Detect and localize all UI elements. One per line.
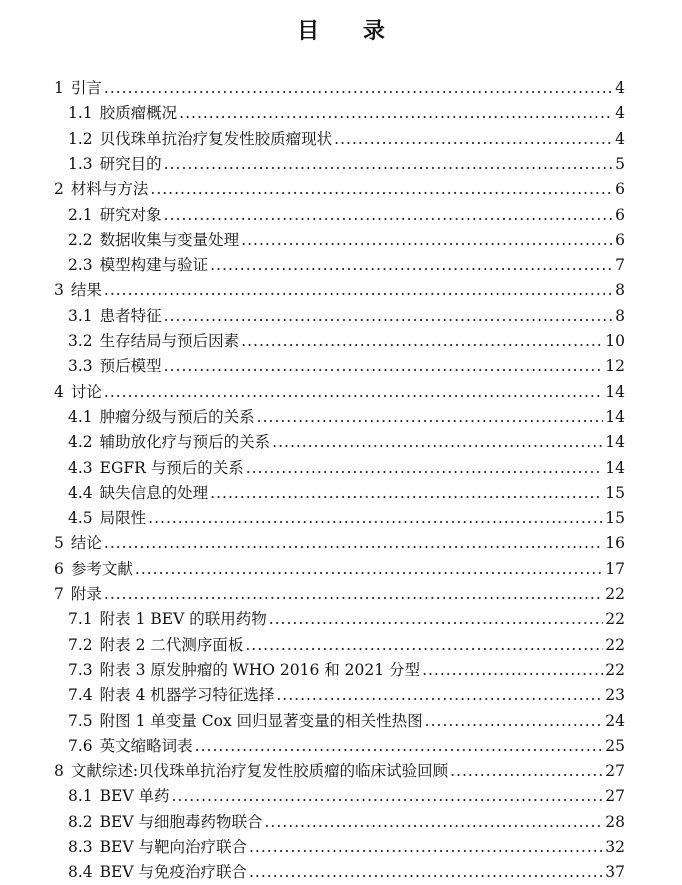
toc-entry-title: 附录 — [70, 585, 102, 603]
toc-entry[interactable] — [68, 304, 625, 329]
toc-entry-page: 15 — [605, 483, 625, 502]
toc-entry-page: 22 — [605, 585, 625, 603]
toc-entry-page: 17 — [605, 559, 625, 578]
toc-leader-dots — [210, 253, 613, 278]
toc-leader-dots — [272, 430, 603, 455]
toc-entry-number: 5 — [54, 534, 64, 553]
toc-entry-title: 附表 1 BEV 的联用药物 — [99, 610, 267, 629]
toc-entry-title: 贝伐珠单抗治疗复发性胶质瘤现状 — [99, 129, 333, 148]
toc-entry-page: 27 — [605, 787, 625, 806]
toc-leader-dots — [164, 304, 613, 329]
toc-leader-dots — [104, 278, 613, 303]
page-title: 目 录 — [297, 19, 403, 44]
toc-leader-dots — [104, 582, 603, 607]
toc-entry-number: 7.3 — [68, 660, 93, 679]
toc-entry-page: 14 — [605, 382, 625, 401]
toc-leader-dots — [257, 405, 604, 430]
toc-leader-dots — [150, 177, 613, 202]
toc-entry-number: 6 — [54, 559, 64, 578]
toc-entry[interactable] — [68, 835, 625, 860]
toc-entry-number: 7.4 — [68, 686, 93, 705]
toc-entry-page: 28 — [605, 812, 625, 831]
toc-entry-number: 7.1 — [68, 610, 93, 629]
toc-entry[interactable] — [68, 784, 625, 809]
toc-entry[interactable] — [68, 430, 625, 455]
toc-entry-number: 1.2 — [68, 129, 93, 148]
toc-leader-dots — [148, 506, 603, 531]
toc-entry-page: 15 — [605, 509, 625, 528]
toc-entry[interactable] — [68, 456, 625, 481]
toc-entry-page: 6 — [615, 180, 625, 199]
toc-entry-number: 4.2 — [68, 433, 93, 452]
toc-entry-title: 附表 3 原发肿瘤的 WHO 2016 和 2021 分型 — [99, 660, 421, 679]
toc-entry-page: 22 — [605, 660, 625, 679]
toc-entry-number: 3 — [54, 281, 64, 300]
toc-entry-number: 7.2 — [68, 635, 93, 654]
toc-entry-title: 缺失信息的处理 — [99, 483, 209, 502]
toc-entry[interactable] — [68, 101, 625, 126]
toc-entry-title: 附图 1 单变量 Cox 回归显著变量的相关性热图 — [99, 711, 423, 730]
toc-entry-title: 患者特征 — [99, 306, 162, 325]
toc-entry-page: 7 — [615, 256, 625, 275]
toc-entry[interactable] — [68, 354, 625, 379]
toc-entry-number: 3.1 — [68, 306, 93, 325]
toc-entry[interactable] — [68, 329, 625, 354]
toc-leader-dots — [164, 203, 613, 228]
toc-leader-dots — [104, 531, 603, 556]
toc-entry-page: 14 — [605, 407, 625, 426]
toc-entry-number: 2.1 — [68, 205, 93, 224]
toc-entry-title: 文献综述:贝伐珠单抗治疗复发性胶质瘤的临床试验回顾 — [70, 762, 449, 781]
toc-entry-number: 8.4 — [68, 863, 93, 882]
toc-entry[interactable] — [68, 203, 625, 228]
toc-entry[interactable] — [54, 380, 625, 405]
toc-entry[interactable] — [68, 683, 625, 708]
toc-entry-number: 2.3 — [68, 256, 93, 275]
toc-leader-dots — [276, 683, 603, 708]
toc-leader-dots — [135, 557, 603, 582]
toc-entry-number: 1 — [54, 79, 64, 97]
toc-entry-number: 4.1 — [68, 407, 93, 426]
toc-entry[interactable] — [68, 860, 625, 885]
toc-entry-title: BEV 与免疫治疗联合 — [99, 863, 247, 882]
toc-leader-dots — [164, 354, 604, 379]
toc-leader-dots — [245, 633, 603, 658]
toc-leader-dots — [241, 329, 603, 354]
toc-entry-title: 局限性 — [99, 509, 147, 528]
toc-leader-dots — [171, 784, 603, 809]
toc-entry-page: 12 — [605, 357, 625, 376]
toc-entry-page: 6 — [615, 230, 625, 249]
toc-entry-page: 14 — [605, 433, 625, 452]
toc-entry-number: 3.3 — [68, 357, 93, 376]
toc-entry-number: 3.2 — [68, 332, 93, 350]
toc-entry[interactable] — [68, 228, 625, 253]
toc-entry[interactable] — [68, 481, 625, 506]
toc-entry-number: 8.3 — [68, 838, 93, 856]
toc-entry-page: 4 — [615, 104, 625, 123]
toc-leader-dots — [249, 835, 603, 860]
toc-entry-number: 4 — [54, 382, 64, 401]
toc-entry[interactable] — [68, 127, 625, 152]
toc-entry-page: 24 — [605, 711, 625, 730]
toc-leader-dots — [104, 380, 603, 405]
toc-entry-page: 22 — [605, 610, 625, 629]
toc-entry-page: 16 — [605, 534, 625, 553]
toc-leader-dots — [264, 810, 603, 835]
toc-entry-page: 8 — [615, 306, 625, 325]
toc-entry-title: 结果 — [70, 281, 102, 300]
toc-entry-title: 数据收集与变量处理 — [99, 230, 240, 249]
toc-entry[interactable] — [54, 278, 625, 303]
toc-entry-title: BEV 单药 — [99, 787, 170, 806]
toc-entry-page: 27 — [605, 762, 625, 781]
toc-entry-title: BEV 与细胞毒药物联合 — [99, 812, 263, 831]
toc-entry-number: 7.6 — [68, 736, 93, 755]
toc-leader-dots — [179, 101, 613, 126]
toc-entry-page: 32 — [605, 838, 625, 856]
toc-entry[interactable] — [68, 810, 625, 835]
toc-entry-page: 23 — [605, 686, 625, 705]
toc-leader-dots — [450, 759, 603, 784]
toc-entry-number: 4.3 — [68, 458, 93, 477]
toc-entry-page: 4 — [615, 129, 625, 148]
toc-entry-page: 14 — [605, 458, 625, 477]
toc-entry[interactable] — [54, 557, 625, 582]
toc-entry-number: 4.5 — [68, 509, 93, 528]
toc-entry-title: 引言 — [70, 79, 102, 97]
toc-entry-number: 8.1 — [68, 787, 93, 806]
toc-leader-dots — [249, 860, 603, 885]
toc-entry-title: 预后模型 — [99, 357, 162, 376]
toc-entry-number: 1.1 — [68, 104, 93, 123]
toc-leader-dots — [104, 76, 613, 101]
toc-entry-title: BEV 与靶向治疗联合 — [99, 838, 247, 856]
toc-entry-title: 附表 4 机器学习特征选择 — [99, 686, 275, 705]
toc-entry-title: 材料与方法 — [70, 180, 149, 199]
toc-entry-title: 研究对象 — [99, 205, 162, 224]
toc-leader-dots — [241, 228, 613, 253]
toc-entry-number: 2.2 — [68, 230, 93, 249]
toc-entry[interactable] — [68, 734, 625, 759]
toc-entry-page: 5 — [615, 154, 625, 173]
toc-leader-dots — [422, 658, 603, 683]
toc-entry[interactable] — [68, 607, 625, 632]
toc-entry-page: 22 — [605, 635, 625, 654]
toc-entry-page: 37 — [605, 863, 625, 882]
toc-leader-dots — [210, 481, 603, 506]
toc-entry[interactable] — [68, 405, 625, 430]
toc-entry-title: 参考文献 — [70, 559, 133, 578]
toc-entry-page: 6 — [615, 205, 625, 224]
toc-entry-title: EGFR 与预后的关系 — [99, 458, 244, 477]
toc-leader-dots — [425, 709, 604, 734]
toc-entry[interactable] — [54, 531, 625, 556]
toc-entry[interactable] — [54, 76, 625, 101]
toc-entry-title: 研究目的 — [99, 154, 162, 173]
toc-entry-number: 2 — [54, 180, 64, 199]
toc-leader-dots — [246, 456, 604, 481]
toc-entry-title: 肿瘤分级与预后的关系 — [99, 407, 255, 426]
toc-entry[interactable] — [54, 759, 625, 784]
toc-entry-title: 胶质瘤概况 — [99, 104, 178, 123]
toc-entry[interactable] — [54, 177, 625, 202]
toc-leader-dots — [195, 734, 604, 759]
toc-leader-dots — [164, 152, 613, 177]
toc-entry[interactable] — [68, 506, 625, 531]
toc-entry-page: 4 — [615, 79, 625, 97]
toc-entry-page: 25 — [605, 736, 625, 755]
toc-entry[interactable] — [68, 152, 625, 177]
toc-entry-title: 英文缩略词表 — [99, 736, 193, 755]
toc-entry[interactable] — [54, 582, 625, 607]
toc-leader-dots — [269, 607, 604, 632]
toc-entry-number: 7.5 — [68, 711, 93, 730]
toc-entry-title: 结论 — [70, 534, 102, 553]
toc-entry-number: 1.3 — [68, 154, 93, 173]
toc-entry-number: 7 — [54, 585, 64, 603]
toc-entry-number: 8.2 — [68, 812, 93, 831]
toc-entry-number: 8 — [54, 762, 64, 781]
toc-entry-page: 10 — [605, 332, 625, 350]
toc-entry[interactable] — [68, 253, 625, 278]
toc-leader-dots — [334, 127, 613, 152]
toc-entry-number: 4.4 — [68, 483, 93, 502]
toc-entry-title: 模型构建与验证 — [99, 256, 209, 275]
toc-entry[interactable] — [68, 633, 625, 658]
toc-entry[interactable] — [68, 709, 625, 734]
toc-entry-title: 生存结局与预后因素 — [99, 332, 240, 350]
toc-entry[interactable] — [68, 658, 625, 683]
toc-entry-page: 8 — [615, 281, 625, 300]
toc-entry-title: 讨论 — [70, 382, 102, 401]
toc-entry-title: 附表 2 二代测序面板 — [99, 635, 244, 654]
toc-entry-title: 辅助放化疗与预后的关系 — [99, 433, 271, 452]
